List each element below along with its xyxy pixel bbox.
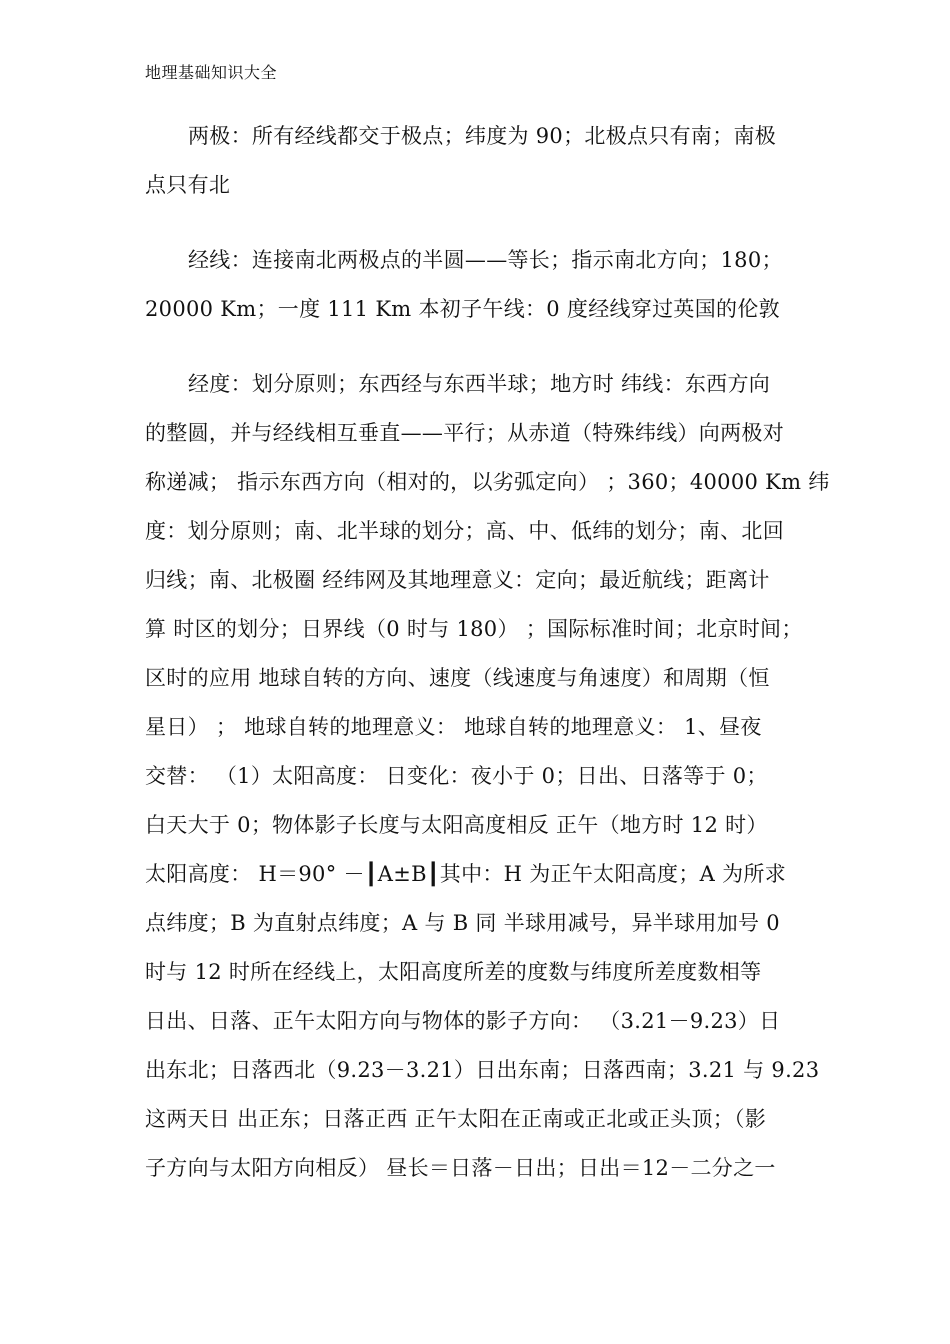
text-line: 两极：所有经线都交于极点；纬度为 90；北极点只有南；南极 <box>188 124 777 148</box>
text-line: 交替： （1）太阳高度： 日变化：夜小于 0；日出、日落等于 0； <box>145 764 768 788</box>
text-line: 这两天日 出正东；日落正西 正午太阳在正南或正北或正头顶；（影 <box>145 1107 767 1131</box>
document-body <box>145 112 830 1219</box>
text-line: 点纬度；B 为直射点纬度；A 与 B 同 半球用减号，异半球用加号 0 <box>145 911 780 935</box>
text-line: 点只有北 <box>145 173 231 197</box>
text-line: 太阳高度： H＝90° －┃A±B┃其中：H 为正午太阳高度；A 为所求 <box>145 862 786 886</box>
text-line: 区时的应用 地球自转的方向、速度（线速度与角速度）和周期（恒 <box>145 666 770 690</box>
paragraph-meridians <box>145 236 810 334</box>
text-line: 白天大于 0；物体影子长度与太阳高度相反 正午（地方时 12 时） <box>145 813 768 837</box>
text-line: 星日） ； 地球自转的地理意义： 地球自转的地理意义： 1、昼夜 <box>145 715 762 739</box>
text-line: 算 时区的划分；日界线（0 时与 180） ；国际标准时间；北京时间； <box>145 617 803 641</box>
text-line: 时与 12 时所在经线上，太阳高度所差的度数与纬度所差度数相等 <box>145 960 762 984</box>
text-line: 出东北；日落西北（9.23－3.21）日出东南；日落西南；3.21 与 9.23 <box>145 1058 820 1082</box>
running-header: 地理基础知识大全 <box>145 63 278 82</box>
text-line: 子方向与太阳方向相反） 昼长＝日落－日出；日出＝12－二分之一 <box>145 1156 776 1180</box>
text-line: 称递减； 指示东西方向（相对的，以劣弧定向） ；360；40000 Km 纬 <box>145 470 830 494</box>
paragraph-longitude <box>145 360 830 1193</box>
text-line: 经度：划分原则；东西经与东西半球；地方时 纬线：东西方向 <box>188 372 771 396</box>
text-line: 经线：连接南北两极点的半圆——等长；指示南北方向；180； <box>188 248 783 272</box>
text-line: 的整圆，并与经线相互垂直——平行；从赤道（特殊纬线）向两极对 <box>145 421 784 445</box>
text-line: 日出、日落、正午太阳方向与物体的影子方向： （3.21－9.23）日 <box>145 1009 781 1033</box>
text-line: 归线；南、北极圈 经纬网及其地理意义：定向；最近航线；距离计 <box>145 568 770 592</box>
paragraph-poles <box>145 112 810 210</box>
text-line: 度：划分原则；南、北半球的划分；高、中、低纬的划分；南、北回 <box>145 519 784 543</box>
text-line: 20000 Km；一度 111 Km 本初子午线：0 度经线穿过英国的伦敦 <box>145 297 780 321</box>
